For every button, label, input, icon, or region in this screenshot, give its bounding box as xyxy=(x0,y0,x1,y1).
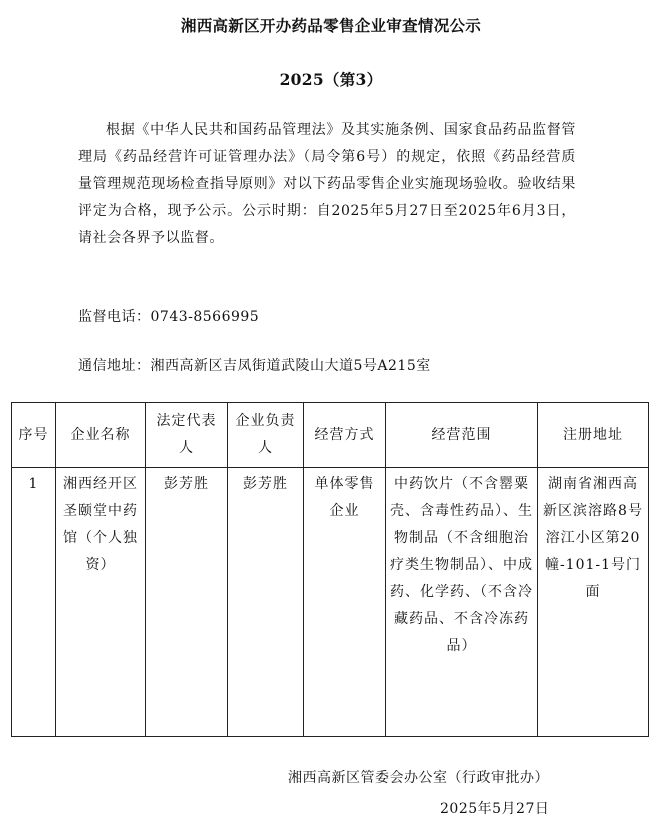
header-address: 注册地址 xyxy=(538,403,649,468)
cell-no: 1 xyxy=(12,468,56,737)
cell-scope: 中药饮片（不含罂粟壳、含毒性药品）、生物制品（不含细胞治疗类生物制品）、中成药、化学药、（不含冷藏药品、不含冷冻药品） xyxy=(386,468,538,737)
cell-mode: 单体零售企业 xyxy=(304,468,386,737)
signature-date: 2025年5月27日 xyxy=(440,801,550,817)
cell-address: 湖南省湘西高新区滨溶路8号溶江小区第20幢-101-1号门面 xyxy=(538,468,649,737)
header-manager: 企业负责人 xyxy=(228,403,304,468)
header-legal-rep: 法定代表人 xyxy=(146,403,228,468)
header-scope: 经营范围 xyxy=(386,403,538,468)
header-name: 企业名称 xyxy=(56,403,146,468)
body-paragraph: 根据《中华人民共和国药品管理法》及其实施条例、国家食品药品监督管理局《药品经营许可证管理办法》（局令第6号）的规定，依照《药品经营质量管理规范现场检查指导原则》对以下药品零售企业实施现场验收。验收结果评定为合格，现予公示。公示时期：自2025年5月27日至2025年6月3日，请社会各界予以监督。 xyxy=(78,122,576,246)
signature-org: 湘西高新区管委会办公室（行政审批办） xyxy=(288,770,549,786)
cell-legal-rep: 彭芳胜 xyxy=(146,468,228,737)
pharmacy-table xyxy=(11,402,649,737)
cell-manager: 彭芳胜 xyxy=(228,468,304,737)
phone-line: 监督电话：0743-8566995 xyxy=(78,309,260,325)
table-header-row xyxy=(12,403,649,468)
table-row xyxy=(12,468,649,737)
document-title: 湘西高新区开办药品零售企业审查情况公示 xyxy=(180,16,482,35)
cell-name: 湘西经开区圣颐堂中药馆（个人独资） xyxy=(56,468,146,737)
header-no: 序号 xyxy=(12,403,56,468)
document-subtitle: 2025（第3） xyxy=(279,70,383,89)
address-line: 通信地址：湘西高新区吉凤街道武陵山大道5号A215室 xyxy=(78,358,431,374)
header-mode: 经营方式 xyxy=(304,403,386,468)
